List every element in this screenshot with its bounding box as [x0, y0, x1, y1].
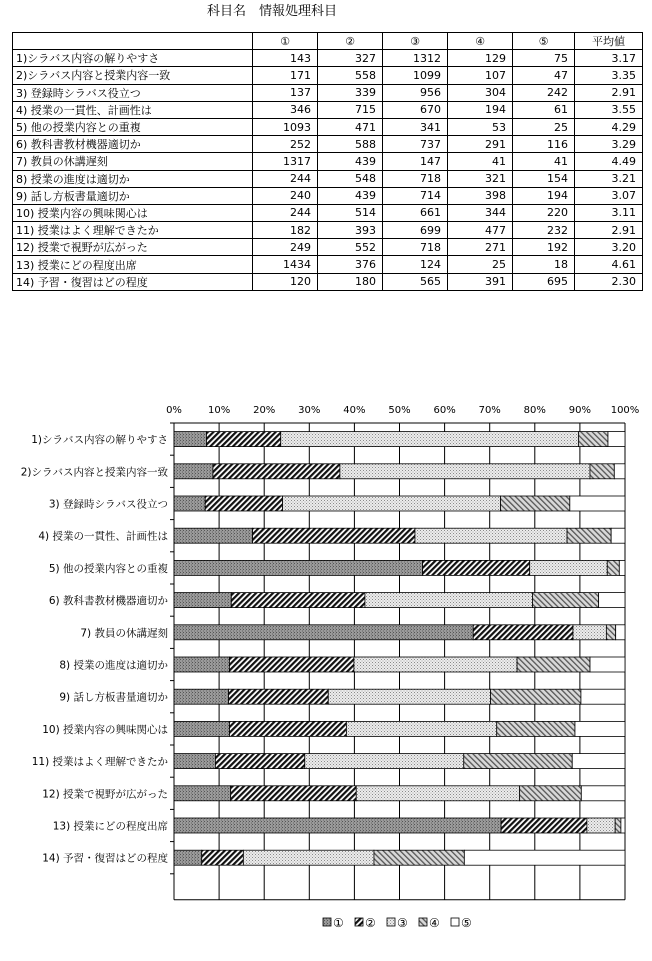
count-cell: 715 [318, 101, 383, 118]
count-cell: 548 [318, 170, 383, 187]
count-cell: 25 [513, 118, 575, 135]
bar-segment-1 [174, 625, 473, 640]
row-label: 2)シラバス内容と授業内容一致 [13, 67, 253, 84]
bar-segment-3 [356, 786, 519, 801]
bar-segment-2 [206, 432, 280, 447]
count-cell: 75 [513, 50, 575, 67]
stacked-bar-chart [0, 395, 652, 961]
bar-segment-3 [415, 528, 567, 543]
count-cell: 1093 [253, 118, 318, 135]
count-cell: 558 [318, 67, 383, 84]
legend-label: ① [333, 916, 344, 930]
average-cell: 3.11 [575, 204, 643, 221]
bar-segment-1 [174, 786, 231, 801]
bar-segment-1 [174, 593, 231, 608]
count-cell: 1317 [253, 153, 318, 170]
bar-segment-1 [174, 464, 213, 479]
y-category-label: 14) 予習・復習はどの程度 [42, 852, 168, 865]
count-cell: 321 [448, 170, 513, 187]
bar-segment-4 [517, 657, 590, 672]
count-cell: 53 [448, 118, 513, 135]
bar-segment-4 [374, 850, 464, 865]
x-tick-label: 90% [568, 405, 592, 416]
bar-segment-5 [608, 432, 625, 447]
count-cell: 41 [448, 153, 513, 170]
bar-segment-2 [215, 754, 304, 769]
legend-swatch-4 [419, 918, 427, 926]
count-cell: 116 [513, 136, 575, 153]
count-cell: 304 [448, 84, 513, 101]
x-tick-label: 50% [388, 405, 411, 416]
bar-segment-3 [587, 818, 615, 833]
bar-segment-4 [615, 818, 621, 833]
bar-segment-5 [611, 528, 625, 543]
table-row [13, 136, 643, 153]
bar-segment-1 [174, 818, 501, 833]
count-cell: 61 [513, 101, 575, 118]
row-label: 13) 授業にどの程度出席 [13, 256, 253, 273]
count-cell: 242 [513, 84, 575, 101]
y-category-label: 7) 教員の休講遅刻 [80, 627, 168, 640]
table-header-cell: 平均値 [575, 33, 643, 50]
count-cell: 194 [513, 187, 575, 204]
row-label: 7) 教員の休講遅刻 [13, 153, 253, 170]
row-label: 6) 教科書教材機器適切か [13, 136, 253, 153]
legend-swatch-3 [387, 918, 395, 926]
bar-segment-2 [423, 560, 530, 575]
row-label: 12) 授業で視野が広がった [13, 239, 253, 256]
x-tick-label: 0% [166, 405, 182, 416]
bar-segment-3 [328, 689, 490, 704]
count-cell: 699 [383, 222, 448, 239]
bar-segment-3 [354, 657, 517, 672]
bar-segment-5 [599, 593, 625, 608]
count-cell: 393 [318, 222, 383, 239]
x-tick-label: 70% [478, 405, 501, 416]
bar-segment-3 [530, 560, 608, 575]
bar-segment-4 [520, 786, 582, 801]
bar-segment-1 [174, 657, 229, 672]
legend-label: ⑤ [461, 916, 472, 930]
count-cell: 232 [513, 222, 575, 239]
table-row [13, 50, 643, 67]
bar-segment-1 [174, 850, 202, 865]
table-row [13, 84, 643, 101]
bar-segment-5 [570, 496, 625, 511]
count-cell: 192 [513, 239, 575, 256]
row-label: 1)シラバス内容の解りやすさ [13, 50, 253, 67]
count-cell: 391 [448, 273, 513, 290]
bar-segment-4 [490, 689, 580, 704]
count-cell: 137 [253, 84, 318, 101]
y-category-label: 10) 授業内容の興味関心は [42, 723, 168, 736]
bar-segment-4 [579, 432, 608, 447]
y-category-label: 11) 授業はよく理解できたか [31, 756, 168, 769]
bar-segment-3 [281, 432, 579, 447]
average-cell: 2.91 [575, 222, 643, 239]
count-cell: 376 [318, 256, 383, 273]
x-axis-tick-labels [166, 405, 639, 416]
count-cell: 439 [318, 153, 383, 170]
row-label: 11) 授業はよく理解できたか [13, 222, 253, 239]
count-cell: 346 [253, 101, 318, 118]
row-label: 3) 登録時シラバス役立つ [13, 84, 253, 101]
table-header-cell: ① [253, 33, 318, 50]
bar-segment-3 [340, 464, 590, 479]
count-cell: 565 [383, 273, 448, 290]
bar-segment-1 [174, 496, 205, 511]
average-cell: 4.61 [575, 256, 643, 273]
count-cell: 25 [448, 256, 513, 273]
count-cell: 244 [253, 170, 318, 187]
bar-segment-2 [202, 850, 244, 865]
count-cell: 244 [253, 204, 318, 221]
table-row [13, 118, 643, 135]
x-tick-label: 100% [610, 405, 640, 416]
count-cell: 194 [448, 101, 513, 118]
count-cell: 341 [383, 118, 448, 135]
count-cell: 1099 [383, 67, 448, 84]
bar-segment-3 [573, 625, 606, 640]
legend-swatch-5 [451, 918, 459, 926]
y-category-label: 9) 話し方板書量適切か [59, 691, 168, 704]
bar-segment-3 [365, 593, 533, 608]
bar-segment-4 [567, 528, 611, 543]
count-cell: 18 [513, 256, 575, 273]
count-cell: 718 [383, 239, 448, 256]
bar-segment-2 [501, 818, 587, 833]
x-tick-label: 60% [433, 405, 456, 416]
row-label: 4) 授業の一貫性、計画性は [13, 101, 253, 118]
bar-segment-4 [532, 593, 598, 608]
legend [323, 916, 472, 930]
table-header-cell: ④ [448, 33, 513, 50]
bar-segment-2 [229, 721, 346, 736]
bar-segment-5 [614, 464, 625, 479]
average-cell: 2.91 [575, 84, 643, 101]
bar-segment-1 [174, 689, 229, 704]
y-category-label: 6) 教科書教材機器適切か [48, 595, 168, 608]
average-cell: 3.35 [575, 67, 643, 84]
average-cell: 4.29 [575, 118, 643, 135]
table-header-cell: ⑤ [513, 33, 575, 50]
average-cell: 3.29 [575, 136, 643, 153]
row-label: 8) 授業の進度は適切か [13, 170, 253, 187]
data-table [12, 32, 643, 291]
x-tick-label: 20% [253, 405, 276, 416]
bar-segment-3 [283, 496, 501, 511]
count-cell: 477 [448, 222, 513, 239]
bar-segment-2 [205, 496, 282, 511]
row-label: 5) 他の授業内容との重複 [13, 118, 253, 135]
table-header-cell: ③ [383, 33, 448, 50]
table-row [13, 256, 643, 273]
count-cell: 1312 [383, 50, 448, 67]
count-cell: 143 [253, 50, 318, 67]
average-cell: 2.30 [575, 273, 643, 290]
average-cell: 3.55 [575, 101, 643, 118]
average-cell: 3.20 [575, 239, 643, 256]
count-cell: 737 [383, 136, 448, 153]
count-cell: 471 [318, 118, 383, 135]
bar-segment-3 [243, 850, 374, 865]
count-cell: 47 [513, 67, 575, 84]
table-row [13, 153, 643, 170]
count-cell: 1434 [253, 256, 318, 273]
bar-segment-5 [621, 818, 625, 833]
bar-segment-5 [572, 754, 625, 769]
table-row [13, 187, 643, 204]
bar-segment-2 [213, 464, 340, 479]
table-row [13, 101, 643, 118]
bar-segment-4 [590, 464, 614, 479]
y-category-label: 3) 登録時シラバス役立つ [48, 498, 168, 511]
legend-label: ③ [397, 916, 408, 930]
count-cell: 107 [448, 67, 513, 84]
x-tick-label: 40% [343, 405, 366, 416]
count-cell: 339 [318, 84, 383, 101]
count-cell: 249 [253, 239, 318, 256]
row-label: 10) 授業内容の興味関心は [13, 204, 253, 221]
table-header-cell [13, 33, 253, 50]
table-row [13, 170, 643, 187]
y-axis-labels [21, 433, 169, 865]
count-cell: 718 [383, 170, 448, 187]
bar-segment-1 [174, 754, 215, 769]
bar-segment-4 [497, 721, 575, 736]
bar-segment-3 [305, 754, 464, 769]
bar-segment-2 [229, 689, 329, 704]
row-label: 9) 話し方板書量適切か [13, 187, 253, 204]
y-category-label: 12) 授業で視野が広がった [42, 788, 168, 801]
bar-segment-2 [253, 528, 415, 543]
count-cell: 220 [513, 204, 575, 221]
bar-segment-5 [581, 689, 625, 704]
bar-segment-5 [616, 625, 625, 640]
bar-segment-1 [174, 560, 423, 575]
bar-segment-1 [174, 432, 206, 447]
bar-segment-5 [619, 560, 625, 575]
bar-segment-2 [473, 625, 573, 640]
count-cell: 398 [448, 187, 513, 204]
count-cell: 588 [318, 136, 383, 153]
average-cell: 3.21 [575, 170, 643, 187]
count-cell: 271 [448, 239, 513, 256]
x-tick-label: 80% [523, 405, 546, 416]
bar-segment-2 [231, 786, 357, 801]
count-cell: 129 [448, 50, 513, 67]
average-cell: 4.49 [575, 153, 643, 170]
count-cell: 240 [253, 187, 318, 204]
legend-swatch-1 [323, 918, 331, 926]
average-cell: 3.17 [575, 50, 643, 67]
count-cell: 714 [383, 187, 448, 204]
row-label: 14) 予習・復習はどの程度 [13, 273, 253, 290]
bar-segment-4 [607, 560, 619, 575]
y-category-label: 4) 授業の一貫性、計画性は [38, 530, 168, 543]
table-row [13, 239, 643, 256]
table-row [13, 204, 643, 221]
legend-label: ② [365, 916, 376, 930]
y-category-label: 5) 他の授業内容との重複 [48, 562, 168, 575]
bar-segment-4 [606, 625, 615, 640]
y-category-label: 8) 授業の進度は適切か [59, 659, 168, 672]
count-cell: 124 [383, 256, 448, 273]
count-cell: 171 [253, 67, 318, 84]
table-row [13, 273, 643, 290]
count-cell: 182 [253, 222, 318, 239]
bar-segment-5 [464, 850, 625, 865]
bar-segment-1 [174, 528, 253, 543]
bar-segment-4 [464, 754, 572, 769]
table-row [13, 67, 643, 84]
x-tick-label: 30% [298, 405, 321, 416]
y-category-label: 2)シラバス内容と授業内容一致 [20, 466, 168, 479]
count-cell: 252 [253, 136, 318, 153]
count-cell: 120 [253, 273, 318, 290]
count-cell: 147 [383, 153, 448, 170]
legend-swatch-2 [355, 918, 363, 926]
table-header-cell: ② [318, 33, 383, 50]
bar-segment-5 [581, 786, 625, 801]
count-cell: 154 [513, 170, 575, 187]
bar-segment-5 [590, 657, 625, 672]
y-category-label: 1)シラバス内容の解りやすさ [31, 434, 168, 447]
count-cell: 41 [513, 153, 575, 170]
count-cell: 552 [318, 239, 383, 256]
x-tick-label: 10% [207, 405, 231, 416]
count-cell: 956 [383, 84, 448, 101]
bar-segment-2 [229, 657, 354, 672]
subject-title: 科目名 情報処理科目 [207, 4, 338, 19]
count-cell: 439 [318, 187, 383, 204]
count-cell: 327 [318, 50, 383, 67]
count-cell: 514 [318, 204, 383, 221]
count-cell: 661 [383, 204, 448, 221]
count-cell: 695 [513, 273, 575, 290]
bar-segment-5 [575, 721, 625, 736]
count-cell: 291 [448, 136, 513, 153]
legend-label: ④ [429, 916, 440, 930]
bar-segment-1 [174, 721, 229, 736]
table-row [13, 222, 643, 239]
bar-segment-4 [501, 496, 570, 511]
table-header-row [13, 33, 643, 50]
count-cell: 670 [383, 101, 448, 118]
count-cell: 180 [318, 273, 383, 290]
y-category-label: 13) 授業にどの程度出席 [52, 820, 168, 833]
bar-segment-3 [346, 721, 496, 736]
bar-segment-2 [231, 593, 365, 608]
average-cell: 3.07 [575, 187, 643, 204]
count-cell: 344 [448, 204, 513, 221]
